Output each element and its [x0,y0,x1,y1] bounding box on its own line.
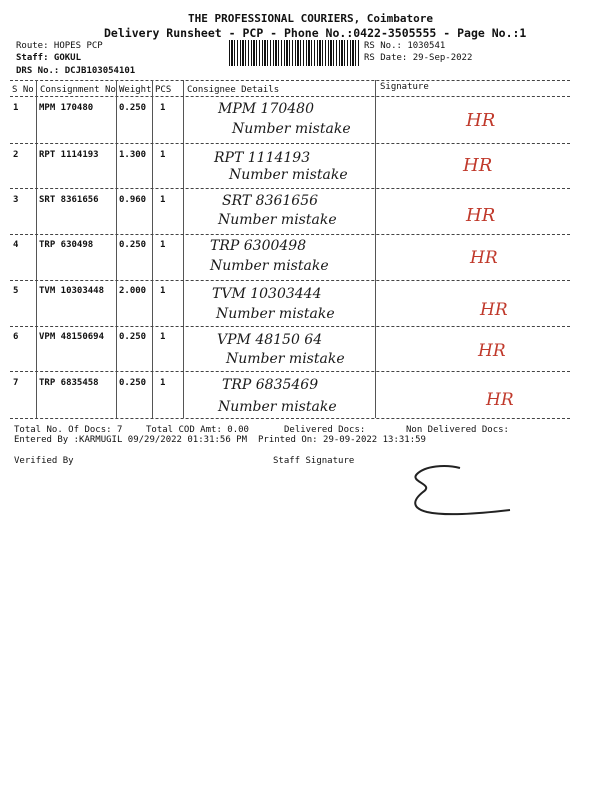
row-divider [10,143,570,144]
row-consignment-no: MPM 170480 [39,103,94,113]
signature-mark: HR [466,205,496,226]
table-bottom-border [10,418,570,419]
col-divider [183,80,184,418]
row-sno: 7 [13,378,19,388]
row-consignment-no: RPT 1114193 [39,150,99,160]
row-divider [10,188,570,189]
row-divider [10,234,570,235]
staff-signature-scribble [405,460,525,530]
handwritten-note: Number mistake [232,121,351,137]
handwritten-consignment: VPM 48150 64 [217,332,323,348]
rs-date: RS Date: 29-Sep-2022 [364,53,473,63]
row-consignment-no: TRP 6835458 [39,378,99,388]
row-weight: 0.250 [119,332,147,342]
row-consignment-no: TRP 630498 [39,240,94,250]
row-pcs: 1 [160,378,166,388]
handwritten-consignment: TVM 10303444 [212,286,322,302]
drs-number: DRS No.: DCJB103054101 [16,66,136,76]
runsheet-title: Delivery Runsheet - PCP - Phone No.:0422-3505555 - Page No.:1 [104,26,527,40]
verified-by-label: Verified By [14,456,74,466]
header-bottom-border [10,96,570,97]
col-header-consignee: Consignee Details [187,85,280,95]
row-divider [10,326,570,327]
signature-mark: HR [480,300,508,320]
row-sno: 6 [13,332,19,342]
handwritten-note: Number mistake [210,258,329,274]
row-pcs: 1 [160,195,166,205]
row-sno: 5 [13,286,19,296]
row-sno: 1 [13,103,19,113]
signature-mark: HR [466,110,496,131]
row-weight: 0.960 [119,195,147,205]
row-sno: 4 [13,240,19,250]
printed-on: Printed On: 29-09-2022 13:31:59 [258,435,426,445]
col-divider [152,80,153,418]
col-header-weight: Weight [119,85,152,95]
col-header-signature: Signature [380,82,429,92]
row-pcs: 1 [160,240,166,250]
row-divider [10,371,570,372]
handwritten-consignment: TRP 6835469 [222,377,319,393]
total-docs: Total No. Of Docs: 7 [14,425,123,435]
row-consignment-no: SRT 8361656 [39,195,99,205]
row-sno: 3 [13,195,19,205]
entered-by: Entered By :KARMUGIL 09/29/2022 01:31:56 PM [14,435,247,445]
col-header-consignment: Consignment No [40,85,116,95]
col-divider [375,80,376,418]
signature-mark: HR [470,248,498,268]
row-consignment-no: VPM 48150694 [39,332,105,342]
total-cod-amount: Total COD Amt: 0.00 [146,425,249,435]
row-weight: 0.250 [119,103,147,113]
row-consignment-no: TVM 10303448 [39,286,105,296]
non-delivered-docs: Non Delivered Docs: [406,425,509,435]
handwritten-note: Number mistake [229,167,348,183]
col-header-pcs: PCS [155,85,172,95]
row-weight: 0.250 [119,378,147,388]
signature-mark: HR [463,155,493,176]
barcode [229,40,359,66]
row-pcs: 1 [160,150,166,160]
row-weight: 1.300 [119,150,147,160]
row-weight: 0.250 [119,240,147,250]
signature-mark: HR [478,341,506,361]
handwritten-consignment: MPM 170480 [218,101,314,117]
row-divider [10,280,570,281]
row-pcs: 1 [160,103,166,113]
delivered-docs: Delivered Docs: [284,425,366,435]
col-divider [36,80,37,418]
handwritten-note: Number mistake [216,306,335,322]
row-sno: 2 [13,150,19,160]
handwritten-consignment: TRP 6300498 [210,238,307,254]
handwritten-consignment: RPT 1114193 [214,150,311,166]
row-weight: 2.000 [119,286,147,296]
handwritten-note: Number mistake [218,212,337,228]
company-title: THE PROFESSIONAL COURIERS, Coimbatore [188,12,434,25]
route-label: Route: HOPES PCP [16,41,103,51]
handwritten-note: Number mistake [226,351,345,367]
table-top-border [10,80,570,81]
handwritten-note: Number mistake [218,399,337,415]
col-header-sno: S No [12,85,34,95]
col-divider [116,80,117,418]
staff-label: Staff: GOKUL [16,53,82,63]
staff-signature-label: Staff Signature [273,456,355,466]
handwritten-consignment: SRT 8361656 [222,193,319,209]
signature-mark: HR [486,390,514,410]
row-pcs: 1 [160,332,166,342]
rs-number: RS No.: 1030541 [364,41,446,51]
row-pcs: 1 [160,286,166,296]
